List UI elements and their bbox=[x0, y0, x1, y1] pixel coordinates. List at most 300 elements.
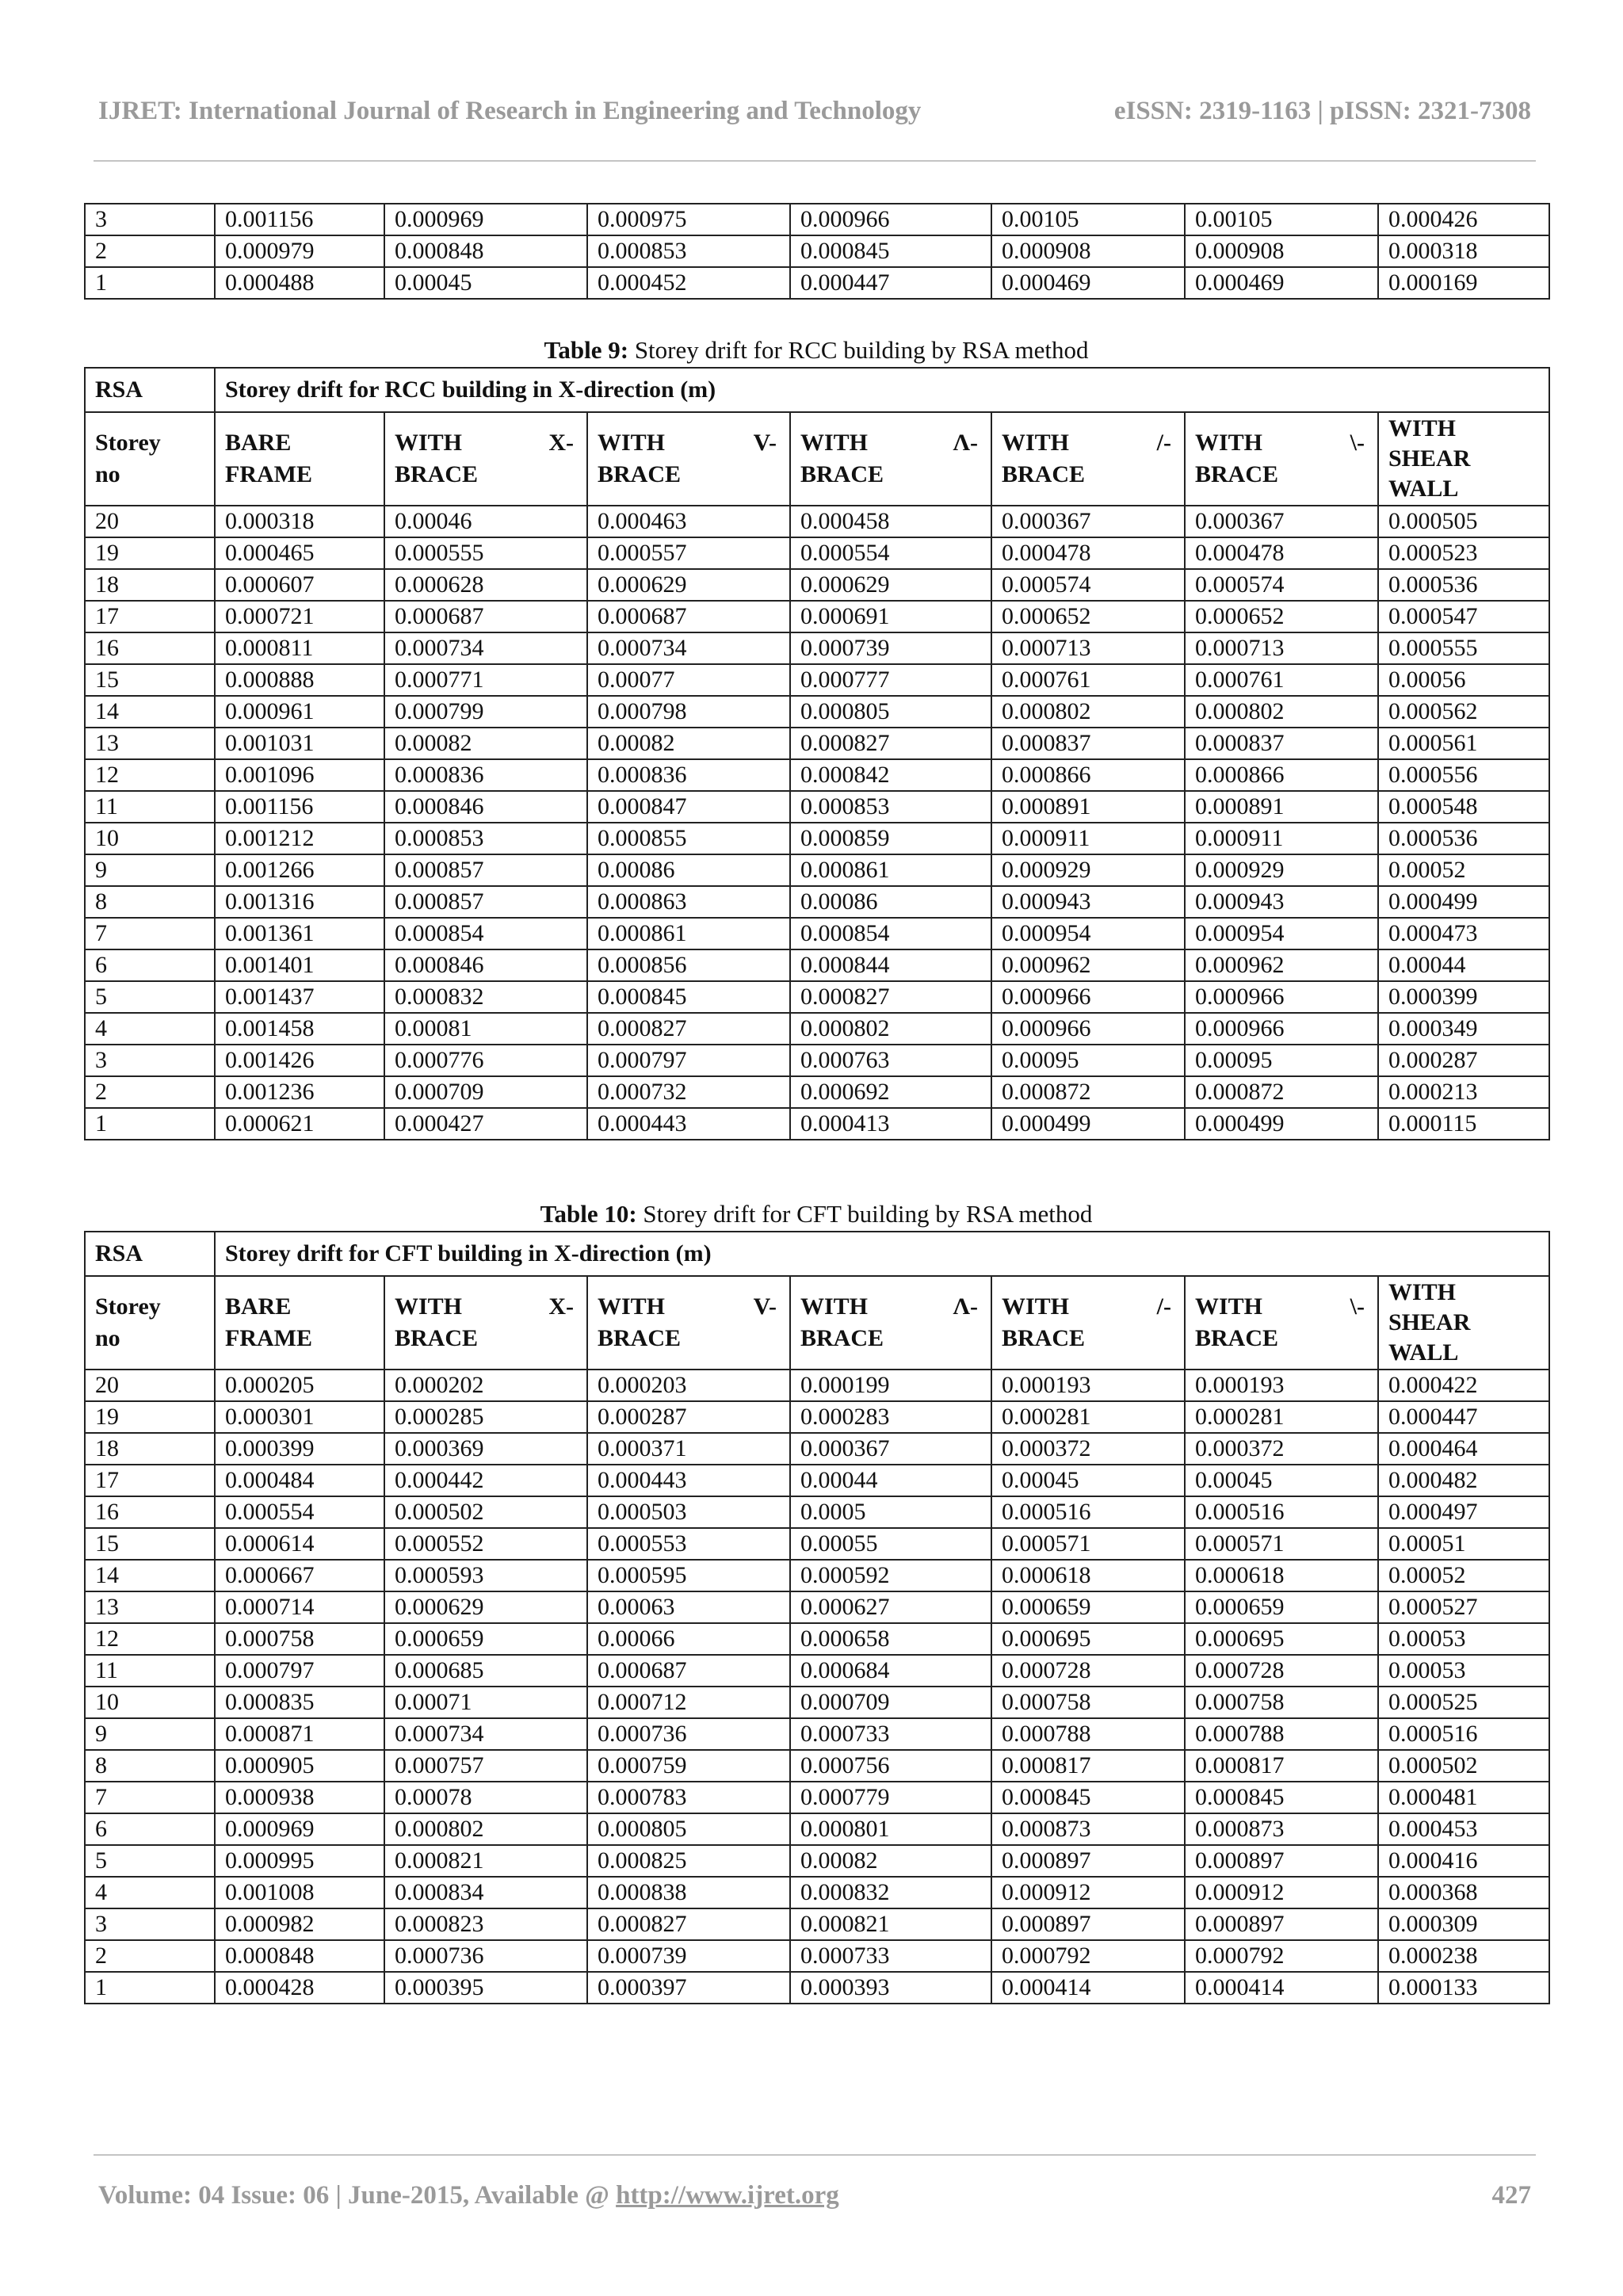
table-cell: 0.000527 bbox=[1378, 1591, 1549, 1623]
table-cell: 0.000687 bbox=[384, 601, 587, 632]
column-header-x-brace bbox=[384, 1276, 587, 1370]
table-cell: 0.000367 bbox=[991, 506, 1185, 537]
table9-body bbox=[85, 368, 1549, 1140]
column-header-text bbox=[1002, 427, 1171, 491]
table-title: Storey drift for CFT building in X-direction (m) bbox=[215, 1232, 1549, 1276]
table-row bbox=[85, 1013, 1549, 1045]
table-cell: 5 bbox=[85, 1845, 215, 1877]
table-cell: 0.000912 bbox=[1185, 1877, 1378, 1908]
footer-volume-text: Volume: 04 Issue: 06 | June-2015, Available @ bbox=[98, 2181, 617, 2210]
table-cell: 0.000499 bbox=[1185, 1108, 1378, 1140]
table-cell: 0.000199 bbox=[790, 1370, 991, 1401]
table-cell: 0.000835 bbox=[215, 1687, 384, 1718]
header-word: WITH bbox=[1195, 1293, 1263, 1320]
table-cell: 0.000857 bbox=[384, 886, 587, 918]
table-cell: 0.000318 bbox=[215, 506, 384, 537]
table-cell: 0.000499 bbox=[1378, 886, 1549, 918]
table-cell: 0.001156 bbox=[215, 204, 384, 235]
table-row bbox=[85, 1045, 1549, 1076]
header-line: Storey bbox=[95, 430, 161, 456]
table-cell: 0.000695 bbox=[1185, 1623, 1378, 1655]
table-cell: 0.00105 bbox=[1185, 204, 1378, 235]
table-cell: 0.000897 bbox=[1185, 1908, 1378, 1940]
table-cell: 0.000478 bbox=[1185, 537, 1378, 569]
table-row bbox=[85, 506, 1549, 537]
table9-caption-text: Storey drift for RCC building by RSA method bbox=[628, 336, 1089, 364]
table-cell: 0.00056 bbox=[1378, 664, 1549, 696]
header-word: WITH bbox=[800, 430, 869, 456]
table-row bbox=[85, 1940, 1549, 1972]
table-cell: 2 bbox=[85, 1076, 215, 1108]
table-cell: 0.000891 bbox=[1185, 791, 1378, 823]
column-header-lambda-brace bbox=[790, 412, 991, 506]
table-cell: 0.000734 bbox=[587, 632, 790, 664]
header-line bbox=[1002, 1291, 1171, 1323]
table-cell: 0.000758 bbox=[215, 1623, 384, 1655]
table-cell: 0.000652 bbox=[991, 601, 1185, 632]
header-line bbox=[1195, 427, 1365, 459]
column-header-shear-wall bbox=[1378, 412, 1549, 506]
table-cell: 0.00053 bbox=[1378, 1623, 1549, 1655]
table-cell: 0.000943 bbox=[1185, 886, 1378, 918]
table-cell: 7 bbox=[85, 918, 215, 949]
table-cell: 0.000525 bbox=[1378, 1687, 1549, 1718]
table-cell: 0.000503 bbox=[587, 1496, 790, 1528]
table-cell: 0.000905 bbox=[215, 1750, 384, 1782]
header-word: WITH bbox=[1002, 1293, 1070, 1320]
header-line: BRACE bbox=[1195, 461, 1279, 487]
table-cell: 0.000797 bbox=[587, 1045, 790, 1076]
table-cell: 0.000872 bbox=[1185, 1076, 1378, 1108]
table-cell: 0.000547 bbox=[1378, 601, 1549, 632]
table-cell: 0.000872 bbox=[991, 1076, 1185, 1108]
table-cell: 9 bbox=[85, 854, 215, 886]
table-cell: 0.000888 bbox=[215, 664, 384, 696]
table-cell: 0.000193 bbox=[991, 1370, 1185, 1401]
table-cell: 6 bbox=[85, 949, 215, 981]
column-header-lambda-brace bbox=[790, 1276, 991, 1370]
header-line: BRACE bbox=[800, 461, 884, 487]
column-header-text bbox=[598, 1291, 777, 1354]
table-cell: 0.000395 bbox=[384, 1972, 587, 2004]
table-cell: 0.00082 bbox=[587, 728, 790, 759]
table-cell: 0.000281 bbox=[1185, 1401, 1378, 1433]
header-line: WITH bbox=[1388, 415, 1457, 441]
page-footer bbox=[98, 2181, 1531, 2210]
table-cell: 0.00045 bbox=[991, 1465, 1185, 1496]
table-cell: 0.000318 bbox=[1378, 235, 1549, 267]
table-cell: 0.000667 bbox=[215, 1560, 384, 1591]
column-header-backslash-brace bbox=[1185, 1276, 1378, 1370]
header-line bbox=[598, 427, 777, 459]
table-cell: 7 bbox=[85, 1782, 215, 1813]
table-cell: 0.000783 bbox=[587, 1782, 790, 1813]
table-cell: 0.000911 bbox=[991, 823, 1185, 854]
table-cell: 0.000714 bbox=[215, 1591, 384, 1623]
table-cell: 0.000687 bbox=[587, 601, 790, 632]
continued-table bbox=[84, 203, 1550, 300]
table-cell: 0.00095 bbox=[991, 1045, 1185, 1076]
table-cell: 0.000442 bbox=[384, 1465, 587, 1496]
header-word: WITH bbox=[395, 1293, 463, 1320]
header-line: no bbox=[95, 461, 120, 487]
table-cell: 0.000846 bbox=[384, 791, 587, 823]
table-cell: 0.000761 bbox=[1185, 664, 1378, 696]
table-cell: 0.000825 bbox=[587, 1845, 790, 1877]
header-brace-type: V- bbox=[753, 1293, 777, 1320]
table-cell: 0.00071 bbox=[384, 1687, 587, 1718]
table-cell: 0.00082 bbox=[790, 1845, 991, 1877]
table-cell: 0.000897 bbox=[991, 1845, 1185, 1877]
table-cell: 0.000799 bbox=[384, 696, 587, 728]
table-cell: 11 bbox=[85, 1655, 215, 1687]
header-line: BRACE bbox=[1002, 461, 1086, 487]
table-cell: 12 bbox=[85, 1623, 215, 1655]
table-cell: 13 bbox=[85, 1591, 215, 1623]
continued-table-body bbox=[85, 204, 1549, 299]
header-word: WITH bbox=[800, 1293, 869, 1320]
table-row bbox=[85, 1718, 1549, 1750]
table-cell: 0.000966 bbox=[1185, 1013, 1378, 1045]
table-cell: 0.000811 bbox=[215, 632, 384, 664]
table-cell: 2 bbox=[85, 1940, 215, 1972]
table-row bbox=[85, 204, 1549, 235]
table-cell: 0.000854 bbox=[790, 918, 991, 949]
column-header-text bbox=[1002, 1291, 1171, 1354]
table-cell: 0.000464 bbox=[1378, 1433, 1549, 1465]
table-cell: 0.001266 bbox=[215, 854, 384, 886]
column-header-backslash-brace bbox=[1185, 412, 1378, 506]
column-header-text bbox=[95, 427, 201, 491]
table-cell: 0.000709 bbox=[384, 1076, 587, 1108]
table-cell: 8 bbox=[85, 886, 215, 918]
header-word: WITH bbox=[598, 430, 666, 456]
header-brace-type: /- bbox=[1156, 430, 1171, 456]
table-cell: 0.0005 bbox=[790, 1496, 991, 1528]
table10-caption-label: Table 10: bbox=[540, 1200, 637, 1228]
table-cell: 0.000817 bbox=[1185, 1750, 1378, 1782]
table-cell: 0.00082 bbox=[384, 728, 587, 759]
table-cell: 0.00095 bbox=[1185, 1045, 1378, 1076]
table-row bbox=[85, 1433, 1549, 1465]
table-cell: 0.000427 bbox=[384, 1108, 587, 1140]
table-cell: 5 bbox=[85, 981, 215, 1013]
column-header-text bbox=[1195, 1291, 1365, 1354]
table-title-row bbox=[85, 368, 1549, 412]
table-cell: 0.000399 bbox=[215, 1433, 384, 1465]
table-cell: 0.000516 bbox=[991, 1496, 1185, 1528]
table-cell: 0.001096 bbox=[215, 759, 384, 791]
table-cell: 0.00053 bbox=[1378, 1655, 1549, 1687]
table-cell: 11 bbox=[85, 791, 215, 823]
table-cell: 0.000788 bbox=[991, 1718, 1185, 1750]
table-cell: 0.000733 bbox=[790, 1718, 991, 1750]
table-cell: 0.000505 bbox=[1378, 506, 1549, 537]
table-cell: 0.000736 bbox=[384, 1940, 587, 1972]
header-word: WITH bbox=[1195, 430, 1263, 456]
journal-url-link[interactable]: http://www.ijret.org bbox=[616, 2181, 839, 2210]
table-cell: 0.001031 bbox=[215, 728, 384, 759]
table-row bbox=[85, 1623, 1549, 1655]
table-cell: 0.000497 bbox=[1378, 1496, 1549, 1528]
column-header-text bbox=[95, 1291, 201, 1354]
column-header-v-brace bbox=[587, 412, 790, 506]
table-cell: 0.00077 bbox=[587, 664, 790, 696]
table-cell: 12 bbox=[85, 759, 215, 791]
table-cell: 0.000285 bbox=[384, 1401, 587, 1433]
table-cell: 0.000837 bbox=[1185, 728, 1378, 759]
table-cell: 0.000827 bbox=[790, 728, 991, 759]
table-cell: 0.000771 bbox=[384, 664, 587, 696]
table-cell: 0.000821 bbox=[384, 1845, 587, 1877]
table-cell: 0.000463 bbox=[587, 506, 790, 537]
table-cell: 0.000618 bbox=[991, 1560, 1185, 1591]
table-cell: 0.000502 bbox=[1378, 1750, 1549, 1782]
column-header-text bbox=[1388, 1278, 1536, 1368]
table-cell: 0.000855 bbox=[587, 823, 790, 854]
table-cell: 0.000758 bbox=[1185, 1687, 1378, 1718]
table-cell: 0.000962 bbox=[991, 949, 1185, 981]
table-cell: 0.000966 bbox=[790, 204, 991, 235]
table-cell: 0.000763 bbox=[790, 1045, 991, 1076]
table-cell: 0.000691 bbox=[790, 601, 991, 632]
table-cell: 0.000709 bbox=[790, 1687, 991, 1718]
table-row bbox=[85, 1655, 1549, 1687]
table-cell: 1 bbox=[85, 1972, 215, 2004]
table-cell: 0.000732 bbox=[587, 1076, 790, 1108]
table-cell: 0.000908 bbox=[991, 235, 1185, 267]
table-cell: 0.000287 bbox=[1378, 1045, 1549, 1076]
table-cell: 0.000827 bbox=[790, 981, 991, 1013]
table-title-row bbox=[85, 1232, 1549, 1276]
table-cell: 0.000721 bbox=[215, 601, 384, 632]
table-cell: 0.000571 bbox=[991, 1528, 1185, 1560]
table-cell: 0.000854 bbox=[384, 918, 587, 949]
table-cell: 0.000728 bbox=[1185, 1655, 1378, 1687]
header-line: BRACE bbox=[1195, 1325, 1279, 1351]
table9 bbox=[84, 367, 1550, 1140]
table-cell: 0.000592 bbox=[790, 1560, 991, 1591]
table-cell: 0.000845 bbox=[587, 981, 790, 1013]
column-header-storey bbox=[85, 1276, 215, 1370]
table10 bbox=[84, 1231, 1550, 2004]
table-cell: 0.001437 bbox=[215, 981, 384, 1013]
table-cell: 0.00105 bbox=[991, 204, 1185, 235]
header-line: BARE bbox=[225, 1293, 292, 1320]
table-row bbox=[85, 981, 1549, 1013]
column-header-text bbox=[800, 427, 978, 491]
method-label: RSA bbox=[85, 368, 215, 412]
table-row bbox=[85, 1687, 1549, 1718]
table-row bbox=[85, 1465, 1549, 1496]
table-cell: 0.000761 bbox=[991, 664, 1185, 696]
table-row bbox=[85, 1782, 1549, 1813]
table-cell: 0.000712 bbox=[587, 1687, 790, 1718]
table-cell: 0.000962 bbox=[1185, 949, 1378, 981]
table-cell: 14 bbox=[85, 1560, 215, 1591]
table-cell: 0.001212 bbox=[215, 823, 384, 854]
issn-text: eISSN: 2319-1163 | pISSN: 2321-7308 bbox=[1113, 97, 1531, 125]
table-cell: 0.000848 bbox=[384, 235, 587, 267]
header-brace-type: /- bbox=[1156, 1293, 1171, 1320]
column-header-text bbox=[800, 1291, 978, 1354]
table-cell: 0.000202 bbox=[384, 1370, 587, 1401]
table-cell: 0.000287 bbox=[587, 1401, 790, 1433]
table-cell: 0.00078 bbox=[384, 1782, 587, 1813]
table-cell: 0.000488 bbox=[215, 267, 384, 299]
table-cell: 0.000552 bbox=[384, 1528, 587, 1560]
table-cell: 0.000837 bbox=[991, 728, 1185, 759]
header-line: WALL bbox=[1388, 1339, 1459, 1366]
table-cell: 0.000367 bbox=[790, 1433, 991, 1465]
header-brace-type: \- bbox=[1350, 1293, 1365, 1320]
table-cell: 0.000966 bbox=[991, 1013, 1185, 1045]
table-cell: 0.000739 bbox=[790, 632, 991, 664]
header-line bbox=[395, 427, 574, 459]
table-cell: 0.000911 bbox=[1185, 823, 1378, 854]
table-cell: 0.000827 bbox=[587, 1908, 790, 1940]
table-cell: 3 bbox=[85, 1908, 215, 1940]
table-cell: 0.000516 bbox=[1378, 1718, 1549, 1750]
table-row bbox=[85, 759, 1549, 791]
table-row bbox=[85, 537, 1549, 569]
table-cell: 20 bbox=[85, 506, 215, 537]
table-cell: 0.000469 bbox=[991, 267, 1185, 299]
table-cell: 0.000169 bbox=[1378, 267, 1549, 299]
header-line bbox=[395, 1291, 574, 1323]
table-cell: 0.000845 bbox=[790, 235, 991, 267]
table-cell: 0.000469 bbox=[1185, 267, 1378, 299]
table-cell: 0.000834 bbox=[384, 1877, 587, 1908]
table-cell: 19 bbox=[85, 1401, 215, 1433]
table-cell: 0.000283 bbox=[790, 1401, 991, 1433]
table-cell: 6 bbox=[85, 1813, 215, 1845]
table-cell: 0.000372 bbox=[991, 1433, 1185, 1465]
table-cell: 0.000659 bbox=[384, 1623, 587, 1655]
table-cell: 0.000553 bbox=[587, 1528, 790, 1560]
table-cell: 0.000473 bbox=[1378, 918, 1549, 949]
table-cell: 10 bbox=[85, 823, 215, 854]
table-cell: 0.000797 bbox=[215, 1655, 384, 1687]
table-cell: 0.000857 bbox=[384, 854, 587, 886]
table-row bbox=[85, 1972, 1549, 2004]
table-cell: 0.00044 bbox=[790, 1465, 991, 1496]
table-cell: 0.000499 bbox=[991, 1108, 1185, 1140]
table-cell: 0.001426 bbox=[215, 1045, 384, 1076]
table-cell: 0.000792 bbox=[1185, 1940, 1378, 1972]
table-cell: 0.000562 bbox=[1378, 696, 1549, 728]
table-row bbox=[85, 632, 1549, 664]
table-cell: 0.00051 bbox=[1378, 1528, 1549, 1560]
header-line bbox=[1195, 1291, 1365, 1323]
table-cell: 0.000739 bbox=[587, 1940, 790, 1972]
table-cell: 0.000788 bbox=[1185, 1718, 1378, 1750]
table-row bbox=[85, 235, 1549, 267]
table-cell: 0.000193 bbox=[1185, 1370, 1378, 1401]
column-header-text bbox=[1195, 427, 1365, 491]
table-cell: 0.00081 bbox=[384, 1013, 587, 1045]
table-cell: 0.000758 bbox=[991, 1687, 1185, 1718]
footer-volume bbox=[98, 2181, 839, 2210]
table-cell: 0.000574 bbox=[991, 569, 1185, 601]
table-cell: 0.000115 bbox=[1378, 1108, 1549, 1140]
table-cell: 0.000805 bbox=[790, 696, 991, 728]
table-cell: 0.000629 bbox=[587, 569, 790, 601]
table-cell: 0.000443 bbox=[587, 1108, 790, 1140]
table-cell: 0.000238 bbox=[1378, 1940, 1549, 1972]
table-cell: 0.000873 bbox=[991, 1813, 1185, 1845]
table-cell: 3 bbox=[85, 1045, 215, 1076]
table-cell: 0.000861 bbox=[587, 918, 790, 949]
table10-body bbox=[85, 1232, 1549, 2004]
table-cell: 0.000798 bbox=[587, 696, 790, 728]
table-cell: 0.000555 bbox=[384, 537, 587, 569]
table-row bbox=[85, 1908, 1549, 1940]
table-cell: 13 bbox=[85, 728, 215, 759]
table-cell: 19 bbox=[85, 537, 215, 569]
table-row bbox=[85, 1813, 1549, 1845]
table-cell: 0.000548 bbox=[1378, 791, 1549, 823]
header-line: BRACE bbox=[800, 1325, 884, 1351]
column-header-text bbox=[395, 1291, 574, 1354]
table-cell: 0.000368 bbox=[1378, 1877, 1549, 1908]
table-cell: 0.000595 bbox=[587, 1560, 790, 1591]
page-number: 427 bbox=[1491, 2181, 1531, 2210]
table-cell: 0.000856 bbox=[587, 949, 790, 981]
table-row bbox=[85, 1496, 1549, 1528]
table-cell: 0.000349 bbox=[1378, 1013, 1549, 1045]
header-line: BRACE bbox=[395, 1325, 479, 1351]
header-line: SHEAR bbox=[1388, 445, 1471, 472]
table-cell: 0.00045 bbox=[384, 267, 587, 299]
column-header-slash-brace bbox=[991, 1276, 1185, 1370]
table-cell: 0.000847 bbox=[587, 791, 790, 823]
table-cell: 0.000844 bbox=[790, 949, 991, 981]
table-cell: 0.000891 bbox=[991, 791, 1185, 823]
table-cell: 0.000836 bbox=[384, 759, 587, 791]
table-cell: 0.000929 bbox=[1185, 854, 1378, 886]
table-cell: 0.000652 bbox=[1185, 601, 1378, 632]
table-cell: 0.000954 bbox=[1185, 918, 1378, 949]
table-cell: 0.000502 bbox=[384, 1496, 587, 1528]
header-line: WALL bbox=[1388, 476, 1459, 502]
column-header-text bbox=[598, 427, 777, 491]
table-cell: 0.000554 bbox=[215, 1496, 384, 1528]
table-cell: 0.000447 bbox=[790, 267, 991, 299]
table-row bbox=[85, 696, 1549, 728]
header-brace-type: Λ- bbox=[953, 1293, 978, 1320]
header-word: WITH bbox=[395, 430, 463, 456]
table-cell: 0.000736 bbox=[587, 1718, 790, 1750]
table-cell: 0.000873 bbox=[1185, 1813, 1378, 1845]
table-cell: 0.00055 bbox=[790, 1528, 991, 1560]
table-row bbox=[85, 569, 1549, 601]
table-cell: 0.000695 bbox=[991, 1623, 1185, 1655]
table-cell: 0.000966 bbox=[991, 981, 1185, 1013]
table-row bbox=[85, 1560, 1549, 1591]
table-cell: 0.000458 bbox=[790, 506, 991, 537]
table-cell: 0.001361 bbox=[215, 918, 384, 949]
table-cell: 0.000629 bbox=[790, 569, 991, 601]
header-brace-type: X- bbox=[548, 1293, 574, 1320]
table-row bbox=[85, 791, 1549, 823]
column-header-shear-wall bbox=[1378, 1276, 1549, 1370]
table-cell: 18 bbox=[85, 1433, 215, 1465]
column-header-slash-brace bbox=[991, 412, 1185, 506]
table-row bbox=[85, 1108, 1549, 1140]
table-cell: 0.000607 bbox=[215, 569, 384, 601]
table-cell: 0.000713 bbox=[991, 632, 1185, 664]
